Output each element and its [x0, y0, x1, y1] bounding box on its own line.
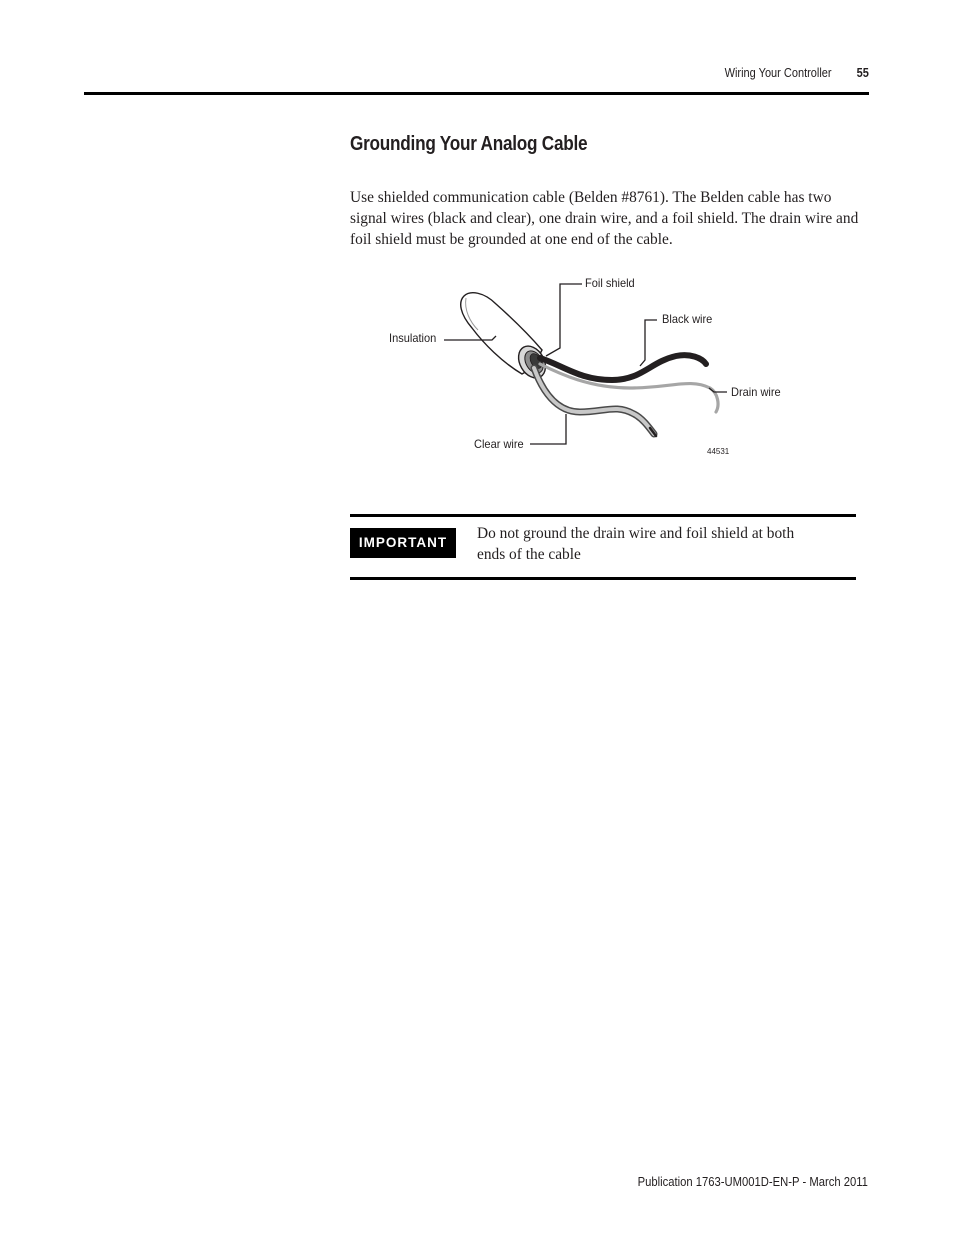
important-notice [350, 514, 856, 580]
publication-footer: Publication 1763-UM001D-EN-P - March 2011 [637, 1175, 868, 1189]
section-title: Grounding Your Analog Cable [350, 133, 588, 155]
important-text: Do not ground the drain wire and foil shield at both ends of the cable [477, 525, 795, 563]
label-drain-wire: Drain wire [731, 385, 781, 399]
important-badge: IMPORTANT [350, 528, 456, 558]
label-black-wire: Black wire [662, 312, 713, 326]
label-foil-shield: Foil shield [585, 276, 635, 290]
page-header [84, 60, 869, 95]
figure-number: 44531 [707, 447, 730, 456]
page-number: 55 [856, 66, 869, 80]
label-clear-wire: Clear wire [474, 437, 524, 451]
header-section-title: Wiring Your Controller [724, 66, 832, 80]
cable-figure [380, 270, 800, 470]
body-paragraph: Use shielded communication cable (Belden #8761). The Belden cable has two signal wires (black and clear), one drain wire, and a foil shield. The drain wire and foil shield must be grounded at one end of the cable. [350, 189, 859, 248]
cable-illustration [380, 270, 800, 470]
label-insulation: Insulation [389, 331, 437, 345]
